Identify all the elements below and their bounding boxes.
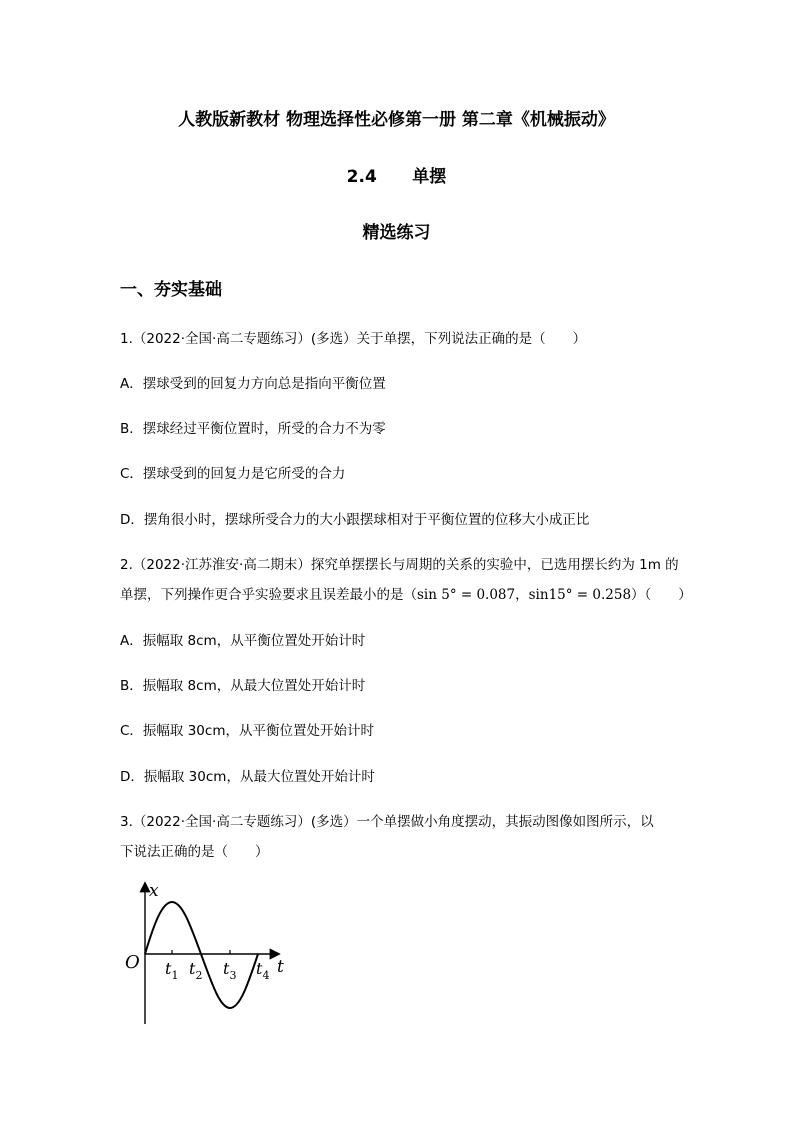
sin5-formula: sin 5° = 0.087 xyxy=(417,587,516,603)
question-1-option-d: D．摆角很小时，摆球所受合力的大小跟摆球相对于平衡位置的位移大小成正比 xyxy=(120,512,590,528)
question-2-stem-text: 单摆，下列操作更合乎实验要求且误差最小的是（ xyxy=(120,587,417,603)
origin-label: O xyxy=(125,952,140,973)
question-2-option-d: D．振幅取 30cm，从最大位置处开始计时 xyxy=(120,769,375,785)
question-1-stem: 1.（2022·全国·高二专题练习）(多选）关于单摆，下列说法正确的是（ ） xyxy=(120,331,587,347)
y-axis-label: x xyxy=(149,881,159,901)
question-2-stem-line2 xyxy=(120,583,692,603)
exercise-heading: 精选练习 xyxy=(362,223,431,243)
x-axis-label: t xyxy=(277,957,284,977)
question-1-option-a: A．摆球受到的回复力方向总是指向平衡位置 xyxy=(120,376,386,392)
question-2-option-b: B．振幅取 8cm，从最大位置处开始计时 xyxy=(120,678,366,694)
answer-brackets: ）（ ） xyxy=(631,587,692,603)
t3-label: $t_3$ xyxy=(223,959,237,982)
question-2-stem-line1: 2.（2022·江苏淮安·高二期末）探究单摆摆长与周期的关系的实验中，已选用摆长约为 1m 的 xyxy=(120,557,679,573)
question-2-option-c: C．振幅取 30cm，从平衡位置处开始计时 xyxy=(120,723,374,739)
vibration-graph xyxy=(118,878,298,1028)
question-3-stem-line2: 下说法正确的是（ ） xyxy=(120,844,269,860)
sin15-formula: sin15° = 0.258 xyxy=(528,587,632,603)
t2-label: $t_2$ xyxy=(189,959,203,982)
document-title: 人教版新教材 物理选择性必修第一册 第二章《机械振动》 xyxy=(178,110,615,130)
section-title: 一、夯实基础 xyxy=(120,280,222,300)
lesson-subtitle: 2.4 单摆 xyxy=(346,167,447,187)
t1-label: $t_1$ xyxy=(165,959,179,982)
sine-curve xyxy=(145,902,258,1008)
formula-separator: ， xyxy=(515,587,529,603)
t4-label: $t_4$ xyxy=(256,959,270,982)
question-1-option-c: C．摆球受到的回复力是它所受的合力 xyxy=(120,466,346,482)
question-1-option-b: B．摆球经过平衡位置时，所受的合力不为零 xyxy=(120,421,386,437)
question-3-stem-line1: 3.（2022·全国·高二专题练习）(多选）一个单摆做小角度摆动，其振动图像如图所示，以 xyxy=(120,814,654,830)
question-2-option-a: A．振幅取 8cm，从平衡位置处开始计时 xyxy=(120,633,366,649)
